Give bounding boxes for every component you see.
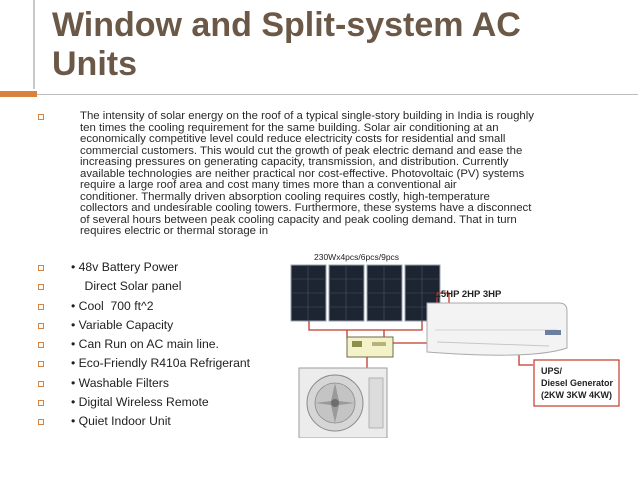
diagram-svg [277, 238, 623, 438]
bullet-square-icon [38, 323, 44, 329]
generator-label-box [534, 360, 619, 406]
bullet-square-icon [38, 381, 44, 387]
controller-box [347, 337, 393, 357]
paragraph-line: available technologies are neither practical nor cost-effective. Photovoltaic (PV) systems [80, 167, 525, 180]
paragraph-line: ten times the cooling requirement for the same building. Solar air conditioning at an [80, 121, 499, 134]
feature-label: • 48v Battery Power [71, 260, 179, 274]
ac-label: 1.5HP 2HP 3HP [433, 289, 502, 300]
title-divider [37, 94, 638, 95]
feature-item [38, 354, 308, 373]
paragraph-line: of several hours between peak cooling capacity and peak cooling demand. That in turn [80, 213, 517, 226]
title-line-1: Window and Split-system AC [52, 6, 521, 44]
generator-label-line-1: UPS/ [541, 366, 563, 376]
bullet-square-icon [38, 419, 44, 425]
paragraph-line: collectors and undesirable cooling towers. Furthermore, these systems have a disconnect [80, 202, 532, 214]
bullet-square-icon [38, 284, 44, 290]
feature-item [38, 316, 308, 335]
feature-item [38, 258, 308, 277]
indoor-ac-unit [427, 303, 567, 355]
paragraph-line: The intensity of solar energy on the roof of a typical single-story building in India is roughly [80, 110, 534, 122]
feature-item [38, 297, 308, 316]
feature-item [38, 335, 308, 354]
feature-item [38, 393, 308, 412]
solar-panel-icon [367, 265, 402, 321]
bullet-square-icon [38, 265, 44, 271]
bullet-square-icon [38, 361, 44, 367]
feature-label: • Cool 700 ft^2 [71, 298, 154, 313]
feature-label: • Eco-Friendly R410a Refrigerant [71, 356, 251, 371]
paragraph-bullet [38, 111, 608, 238]
slide-title [52, 6, 612, 84]
paragraph-line: conditioner. Thermally driven absorption cooling requires costly, high-temperature [80, 190, 490, 203]
bullet-square-icon [38, 304, 44, 310]
feature-item [38, 412, 308, 431]
panel-label: 230Wx4pcs/6pcs/9pcs [314, 252, 400, 262]
feature-item [38, 374, 308, 393]
solar-ac-system-diagram [277, 238, 623, 438]
feature-list [38, 258, 308, 432]
paragraph-line: commercial customers. This would cut the growth of peak electric demand and ease the [80, 144, 523, 157]
solar-panel-array [291, 265, 440, 321]
left-accent-bar [33, 0, 35, 89]
feature-label: • Variable Capacity [71, 317, 174, 332]
outdoor-ac-unit [299, 368, 387, 438]
feature-label: • Quiet Indoor Unit [71, 414, 171, 429]
paragraph-line: economically competitive level could reduce electricity costs for residential and small [80, 133, 506, 145]
paragraph-line: increasing pressures on generating capacity, transmission, and distribution. Currently [80, 156, 509, 168]
paragraph-text [80, 111, 620, 238]
feature-label: • Can Run on AC main line. [71, 337, 219, 352]
feature-label: Direct Solar panel [71, 279, 182, 294]
bullet-square-icon [38, 114, 44, 120]
title-line-2: Units [52, 45, 137, 83]
feature-label: • Washable Filters [71, 375, 169, 390]
generator-label-line-2: Diesel Generator [541, 378, 614, 388]
paragraph-line: require a large roof area and cost many times more than a conventional air [80, 179, 457, 191]
bullet-square-icon [38, 400, 44, 406]
paragraph-line: requires electric or thermal storage in [80, 225, 269, 237]
feature-item [38, 277, 308, 296]
feature-label: • Digital Wireless Remote [71, 395, 209, 410]
title-accent-rule [0, 91, 37, 97]
solar-panel-icon [329, 265, 364, 321]
solar-panel-icon [291, 265, 326, 321]
bullet-square-icon [38, 342, 44, 348]
generator-label-line-3: (2KW 3KW 4KW) [541, 390, 612, 400]
